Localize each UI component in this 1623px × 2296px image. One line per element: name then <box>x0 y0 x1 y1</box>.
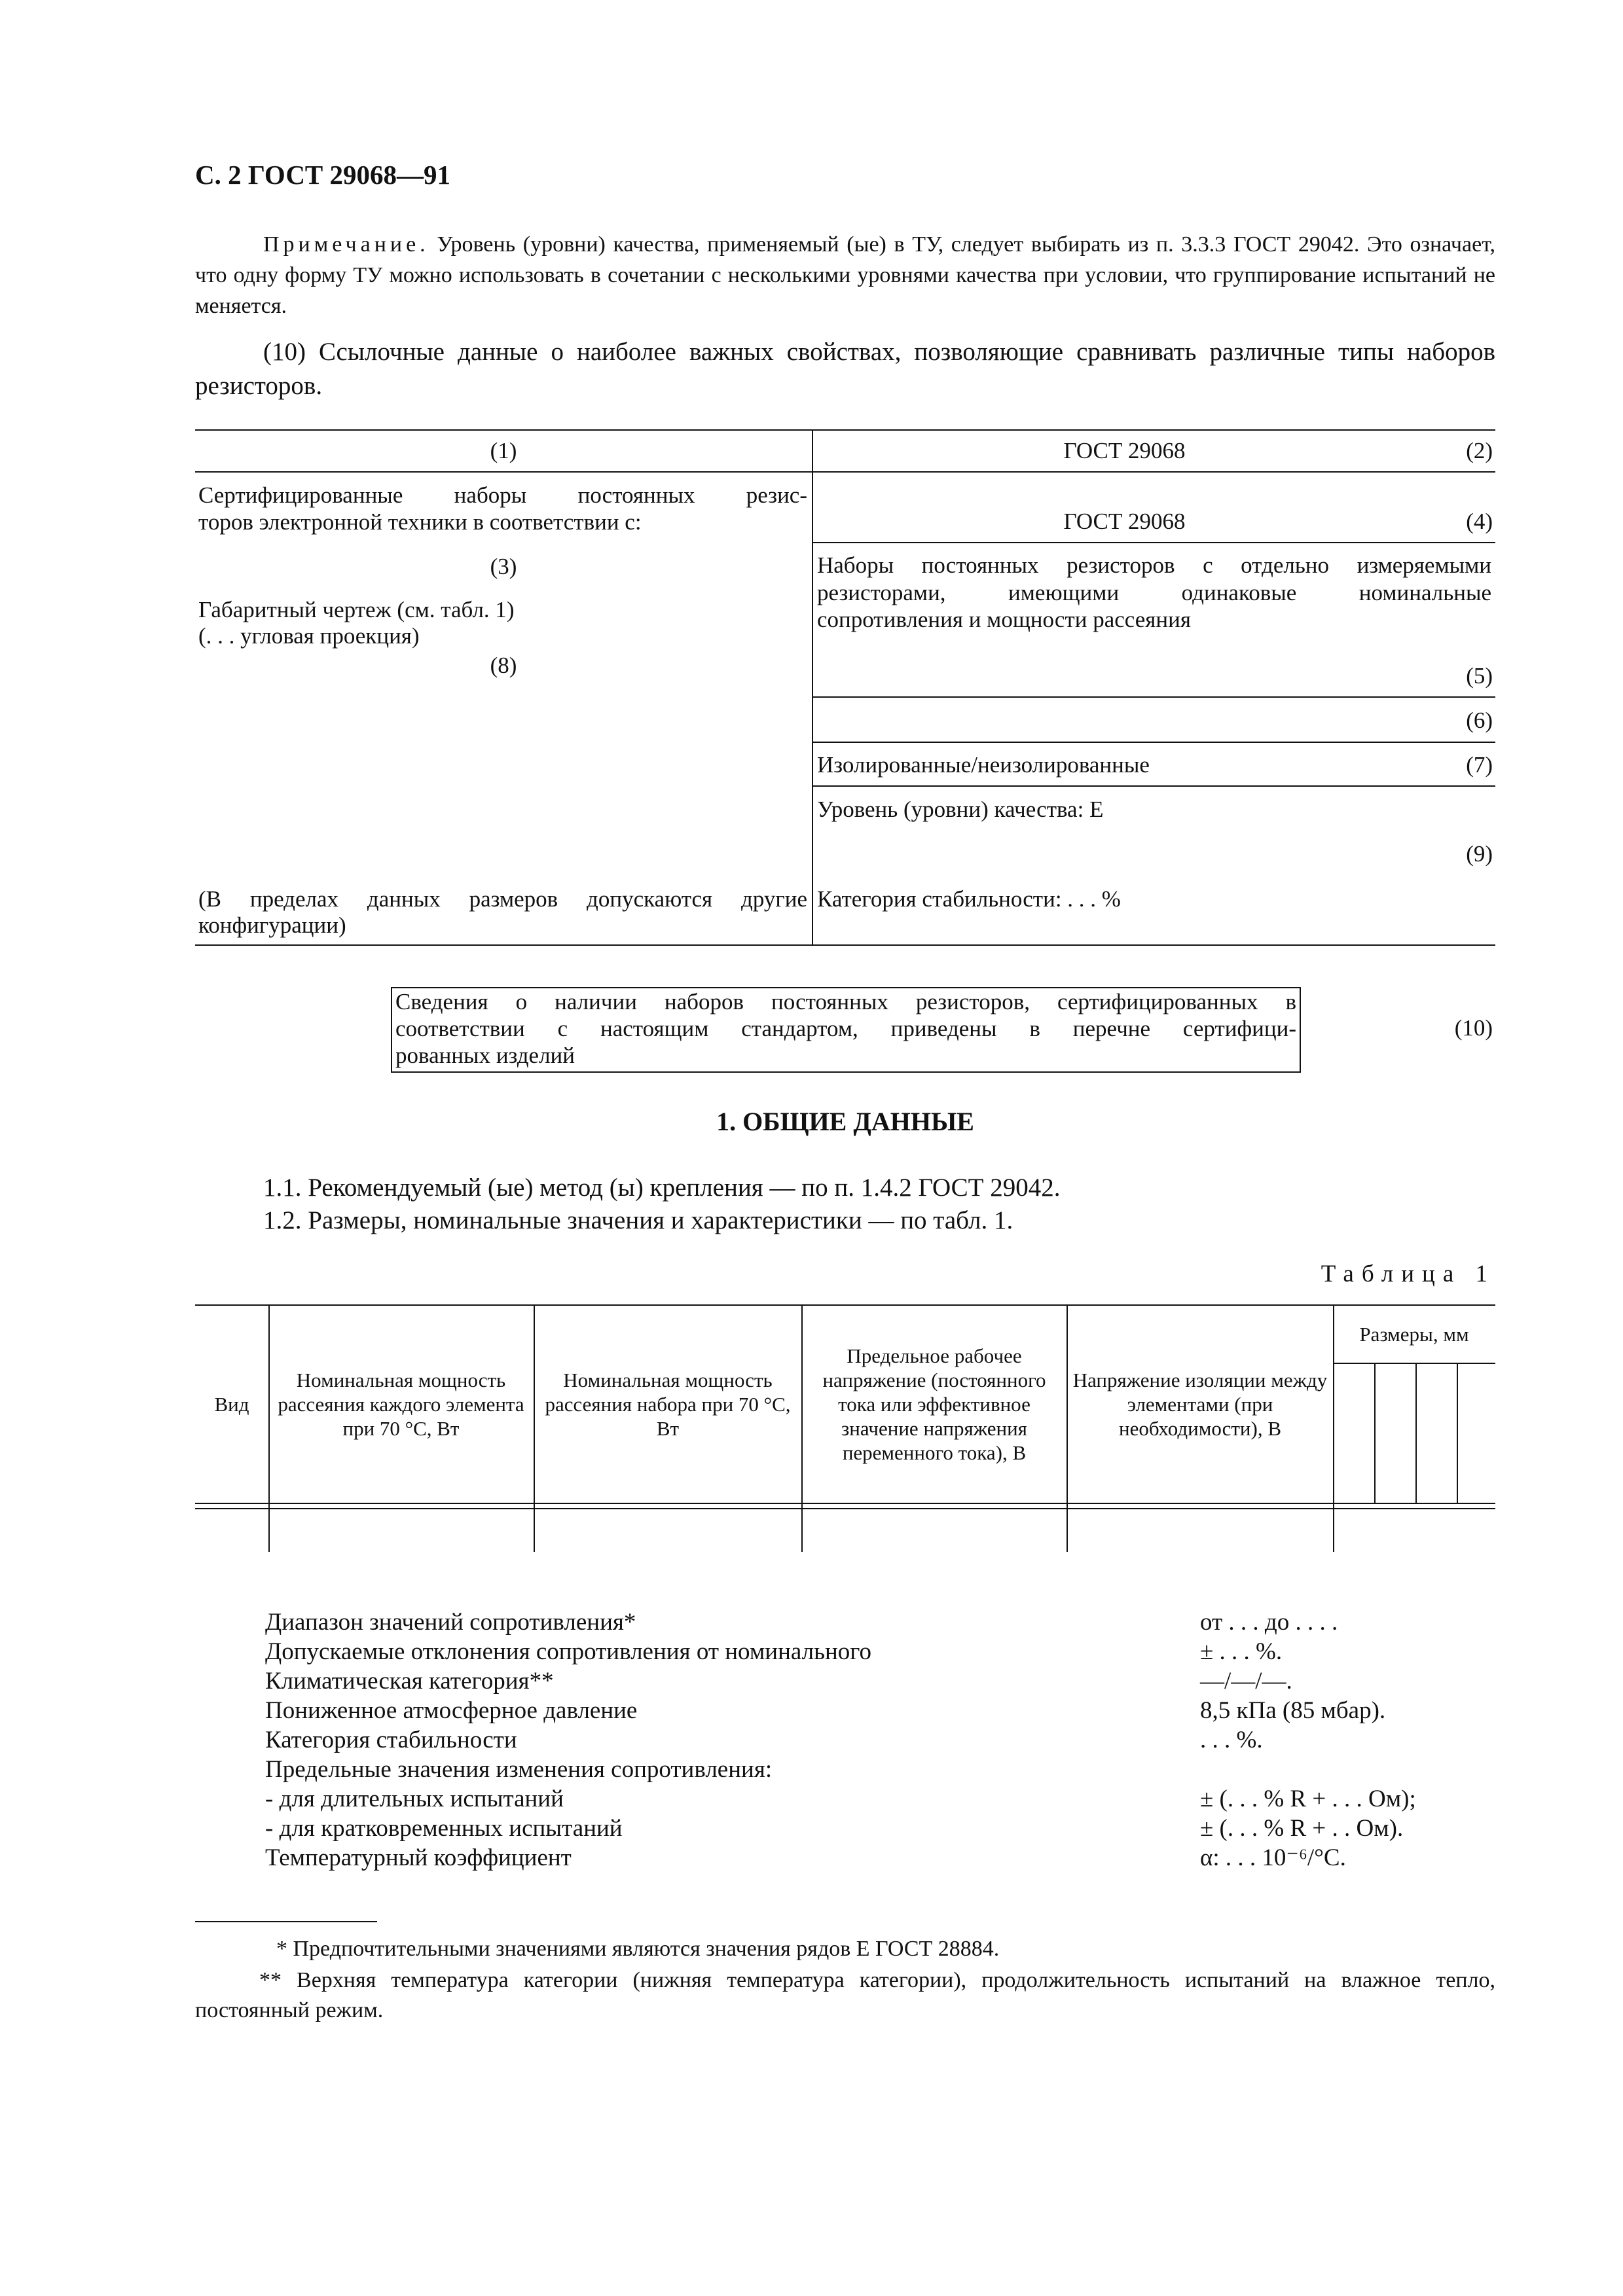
spec-value: —/—/—. <box>1200 1668 1292 1695</box>
spec-right-rule-3 <box>812 696 1495 698</box>
spec-right-rule-1 <box>812 471 1495 473</box>
other-config-line-2: конфигурации) <box>198 912 346 938</box>
spec-row <box>265 1637 1509 1666</box>
ref-2: (2) <box>1466 438 1493 463</box>
stability-category: Категория стабильности: . . . % <box>817 886 1121 912</box>
spec-value: ± (. . . % R + . . Ом). <box>1200 1815 1404 1842</box>
spec-row <box>265 1755 1509 1784</box>
spec-value: α: . . . 10⁻⁶/°С. <box>1200 1844 1346 1871</box>
boxed-note-line-3: рованных изделий <box>395 1043 575 1068</box>
set-description-line-2: резисторами, имеющими одинаковые номинальные <box>817 580 1491 605</box>
ref-7: (7) <box>1466 752 1493 778</box>
spec-block-divider <box>812 429 813 944</box>
certified-line-1: Сертифицированные наборы постоянных резис- <box>198 482 807 508</box>
table-header-rule-1 <box>195 1503 1495 1504</box>
spec-label: Температурный коэффициент <box>265 1844 572 1871</box>
table-col-line-2 <box>534 1304 535 1552</box>
dimensions-subheader-rule <box>1333 1363 1495 1364</box>
set-description-line-3: сопротивления и мощности рассеяния <box>817 607 1191 632</box>
spec-label: Предельные значения изменения сопротивления: <box>265 1756 773 1783</box>
drawing-line-1: Габаритный чертеж (см. табл. 1) <box>198 597 515 622</box>
insulation-type: Изолированные/неизолированные <box>817 752 1150 778</box>
ref-5: (5) <box>1466 663 1493 689</box>
certified-line-2: торов электронной техники в соответствии с: <box>198 509 642 535</box>
other-config-line-1: (В пределах данных размеров допускаются другие <box>198 886 807 912</box>
boxed-note-line-1: Сведения о наличии наборов постоянных резисторов, сертифицированных в <box>395 989 1296 1014</box>
spec-value: от . . . до . . . . <box>1200 1609 1338 1636</box>
spec-row <box>265 1814 1509 1843</box>
spec-value: ± . . . %. <box>1200 1638 1283 1665</box>
certified-products-note <box>391 987 1301 1073</box>
spec-label: Диапазон значений сопротивления* <box>265 1609 636 1636</box>
spec-value: 8,5 кПа (85 мбар). <box>1200 1697 1386 1724</box>
spec-row <box>265 1725 1509 1755</box>
spec-label: - для длительных испытаний <box>265 1785 564 1812</box>
spec-label: Климатическая категория** <box>265 1668 554 1695</box>
footnote-separator <box>195 1921 377 1922</box>
spec-right-rule-2 <box>812 542 1495 543</box>
spec-row <box>265 1696 1509 1725</box>
ref-8: (8) <box>490 653 517 678</box>
th-isolation-voltage: Напряжение изоляции между элементами (при необходимости), В <box>1072 1368 1328 1440</box>
ref-9: (9) <box>1466 841 1493 867</box>
spec-block-top-rule <box>195 429 1495 431</box>
table-col-line-4 <box>1067 1304 1068 1552</box>
spec-right-rule-5 <box>812 785 1495 787</box>
spec-row <box>265 1784 1509 1814</box>
note-label: Примечание. <box>263 232 429 257</box>
table-header-rule-2 <box>195 1508 1495 1509</box>
spec-label: Пониженное атмосферное давление <box>265 1697 638 1724</box>
set-description-line-1: Наборы постоянных резисторов с отдельно измеряемыми <box>817 552 1491 578</box>
th-type: Вид <box>214 1392 249 1416</box>
spec-block-bottom-rule <box>195 944 1495 946</box>
spec-value: . . . %. <box>1200 1727 1263 1753</box>
th-limit-voltage: Предельное рабочее напряжение (постоянного тока или эффективное значение напряжения переменного тока), В <box>822 1344 1046 1464</box>
footnote-1: * Предпочтительными значениями являются значения рядов Е ГОСТ 28884. <box>276 1937 1000 1961</box>
th-element-power: Номинальная мощность рассеяния каждого элемента при 70 °С, Вт <box>278 1368 524 1440</box>
spec-left-rule-1 <box>195 471 812 473</box>
spec-label: - для кратковременных испытаний <box>265 1815 623 1842</box>
table-dim-line-1 <box>1374 1363 1376 1503</box>
reference-data-paragraph: (10) Ссылочные данные о наиболее важных свойствах, позволяющие сравнивать различные типы наборов резисторов. <box>195 338 1495 400</box>
spec-right-rule-4 <box>812 742 1495 743</box>
spec-row <box>265 1843 1509 1873</box>
gost-reference-2: ГОСТ 29068 <box>1063 509 1186 534</box>
ref-4: (4) <box>1466 509 1493 534</box>
ref-1: (1) <box>490 438 517 463</box>
footnote-2: ** Верхняя температура категории (нижняя температура категории), продолжительность испытаний на влажное тепло, постоянный режим. <box>195 1968 1495 2022</box>
quality-level: Уровень (уровни) качества: Е <box>817 797 1104 822</box>
th-dimensions: Размеры, мм <box>1359 1322 1469 1346</box>
item-1-1: 1.1. Рекомендуемый (ые) метод (ы) крепления — по п. 1.4.2 ГОСТ 29042. <box>263 1174 1061 1202</box>
spec-row <box>265 1666 1509 1696</box>
boxed-note-ref: (10) <box>1454 1015 1493 1041</box>
gost-reference-1: ГОСТ 29068 <box>1063 438 1186 463</box>
spec-value: ± (. . . % R + . . . Ом); <box>1200 1785 1416 1812</box>
note-paragraph <box>195 229 1495 321</box>
spec-label: Категория стабильности <box>265 1727 517 1753</box>
spec-row <box>265 1607 1509 1637</box>
table-dim-line-3 <box>1457 1363 1458 1503</box>
ref-3: (3) <box>490 554 517 579</box>
ref-6: (6) <box>1466 708 1493 733</box>
boxed-note-line-2: соответствии с настоящим стандартом, приведены в перечне сертифици- <box>395 1016 1296 1041</box>
item-1-2: 1.2. Размеры, номинальные значения и характеристики — по табл. 1. <box>263 1206 1013 1234</box>
page-header: С. 2 ГОСТ 29068—91 <box>195 160 451 190</box>
note-text: Уровень (уровни) качества, применяемый (ые) в ТУ, следует выбирать из п. 3.3.3 ГОСТ 29042. Это означает, что одну форму ТУ можно использовать в сочетании с несколькими уровнями качества при условии, что группирование испытаний не меняется. <box>195 232 1495 318</box>
table-col-line-1 <box>268 1304 270 1552</box>
table-col-line-3 <box>801 1304 803 1552</box>
table-caption: Таблица 1 <box>1321 1261 1495 1287</box>
th-set-power: Номинальная мощность рассеяния набора при 70 °С, Вт <box>545 1368 791 1440</box>
table-dim-line-2 <box>1415 1363 1417 1503</box>
drawing-line-2: (. . . угловая проекция) <box>198 623 420 649</box>
section-title: 1. ОБЩИЕ ДАННЫЕ <box>716 1107 974 1136</box>
spec-label: Допускаемые отклонения сопротивления от номинального <box>265 1638 872 1665</box>
